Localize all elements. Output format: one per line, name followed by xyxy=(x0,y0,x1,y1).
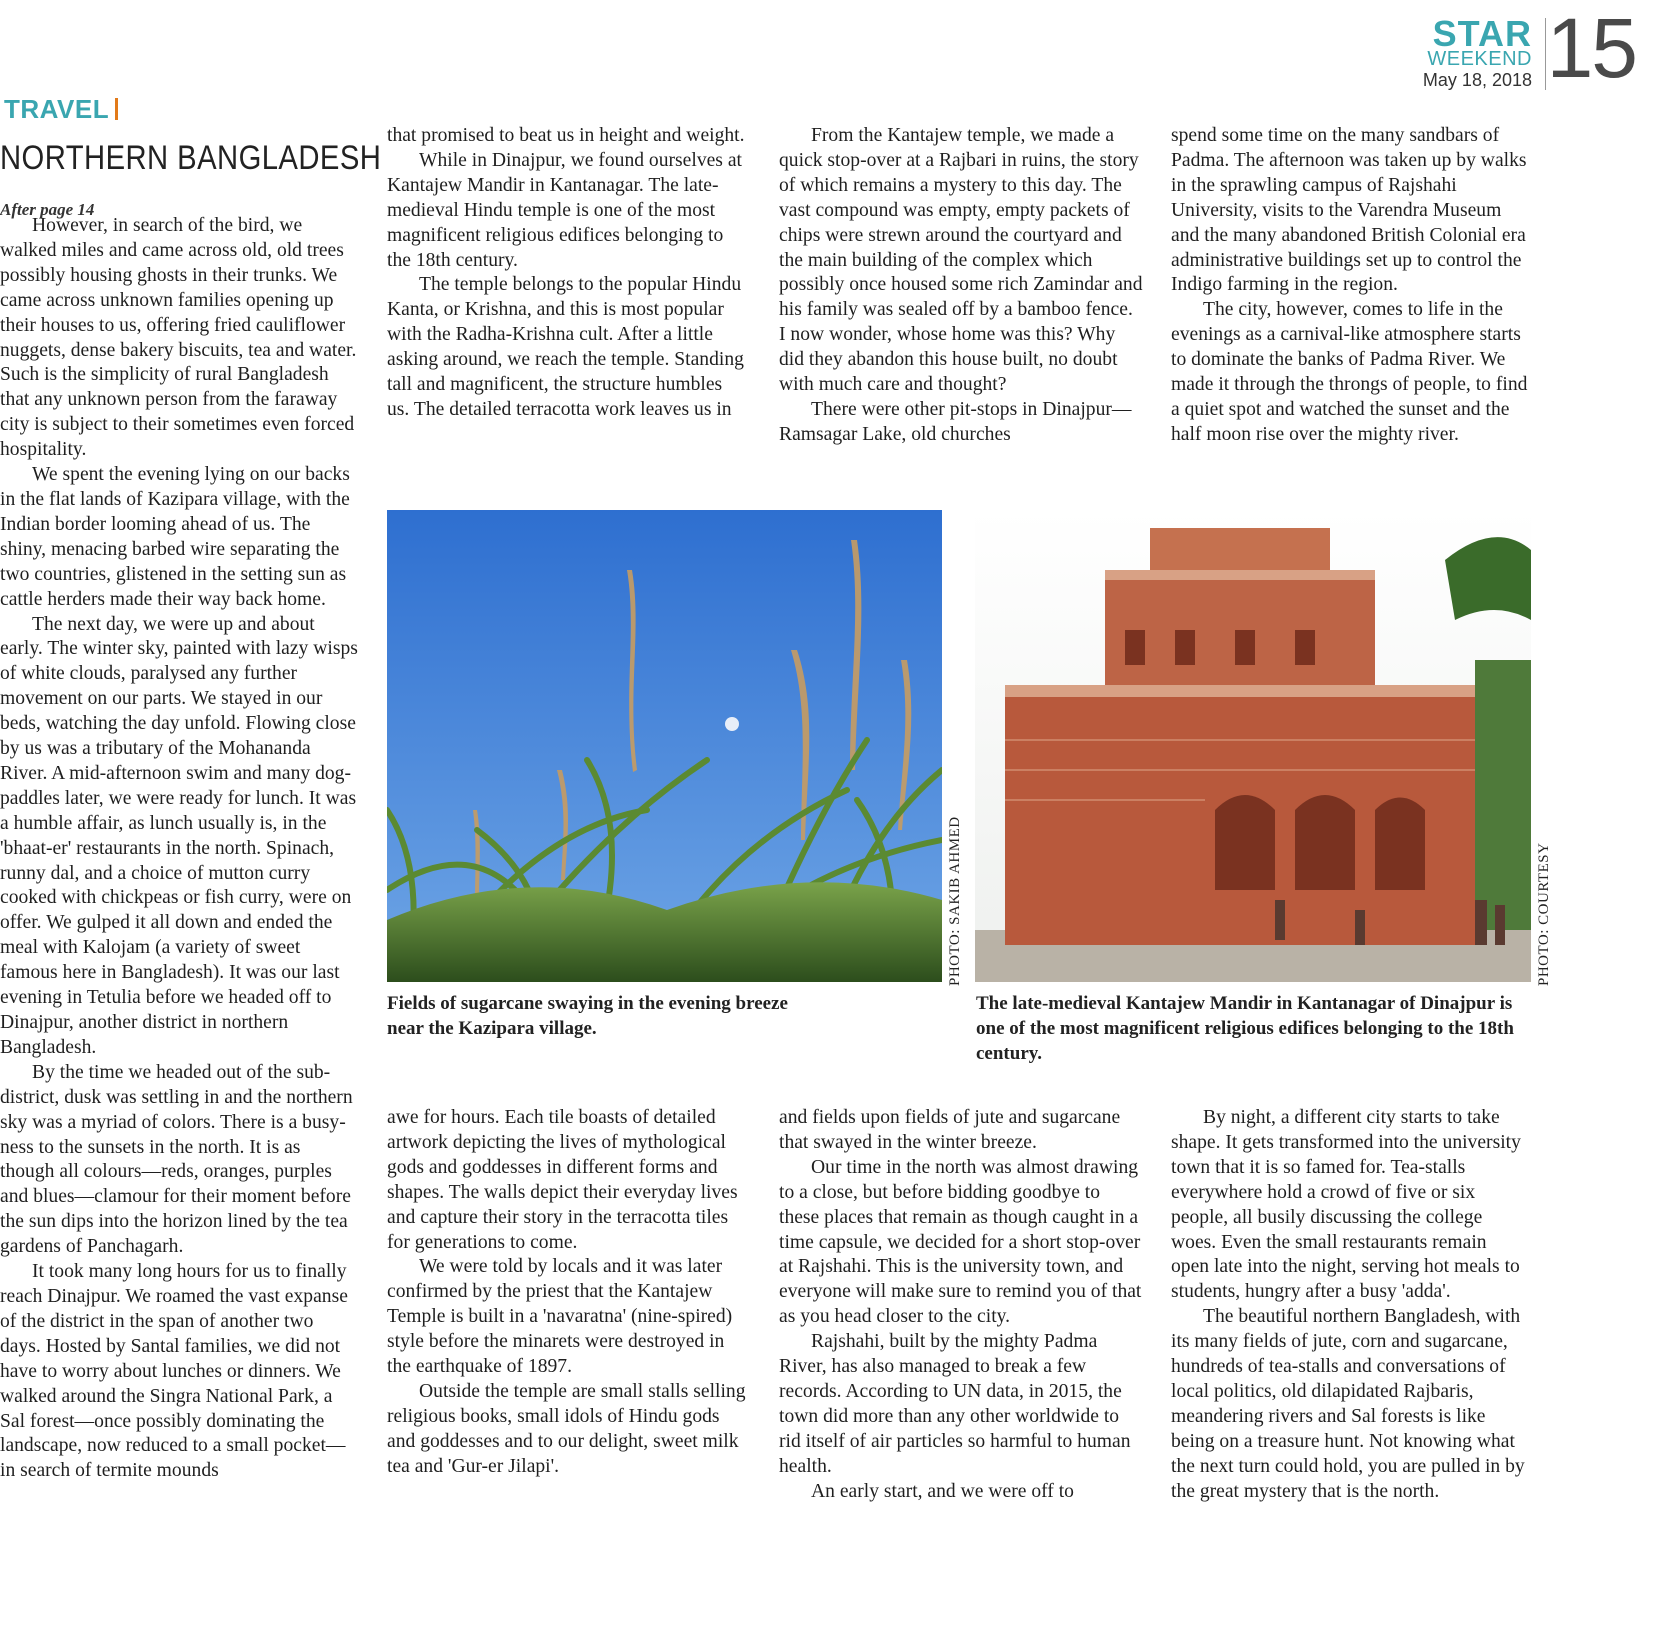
temple-illustration xyxy=(975,510,1531,982)
paragraph: Rajshahi, built by the mighty Padma River, has also managed to break a few records. According to UN data, in 2015, the town did more than any other worldwide to rid itself of air particles so harmful to human health. xyxy=(779,1331,1131,1477)
sugarcane-photo xyxy=(387,510,942,982)
paragraph: The next day, we were up and about early. The winter sky, painted with lazy wisps of white clouds, paralysed any further movement on our parts. We stayed in our beds, watching the day unfold. Flowing close by us was a tributary of the Mohananda River. A mid-afternoon swim and many dog-paddles later, we were ready for lunch. It was a humble affair, as lunch usually is, in the 'bhaat-er' restaurants in the north. Spinach, runny dal, and a choice of mutton curry cooked with chickpeas or fish curry, were on offer. We gulped it all down and ended the meal with Kalojam (a variety of sweet famous here in Bangladesh). It was our last evening in Tetulia before we headed off to Dinajpur, another district in northern Bangladesh. xyxy=(0,613,358,1058)
paragraph: We spent the evening lying on our backs in the flat lands of Kazipara village, with the Indian border looming ahead of us. The shiny, menacing barbed wire separating the two countries, glistened in the setting sun as cattle herders made their way back home. xyxy=(0,464,350,610)
paragraph: awe for hours. Each tile boasts of detailed artwork depicting the lives of mythological gods and goddesses in different forms and shapes. The walls depict their everyday lives and capture their story in the terracotta tiles for generations to come. xyxy=(387,1107,738,1253)
section-label xyxy=(4,94,118,125)
page-number: 15 xyxy=(1546,1,1636,95)
paragraph: spend some time on the many sandbars of Padma. The afternoon was taken up by walks in the sprawling campus of Rajshahi University, visits to the Varendra Museum and the many abandoned British Colonial era administrative buildings set up to control the Indigo farming in the region. xyxy=(1171,125,1527,296)
paragraph: that promised to beat us in height and weight. xyxy=(387,125,745,146)
moon xyxy=(725,717,739,731)
masthead-star: STAR xyxy=(1432,13,1532,54)
paragraph: It took many long hours for us to finally reach Dinajpur. We roamed the vast expanse of the district in the span of another two days. Hosted by Santal families, we did not have to worry about lunches or dinners. We walked around the Singra National Park, a Sal forest—once possibly dominating the landscape, now reduced to a small pocket—in search of termite mounds xyxy=(0,1261,348,1482)
column-2-bottom xyxy=(387,1106,749,1480)
column-3-bottom xyxy=(779,1106,1143,1505)
column-1 xyxy=(0,214,358,1484)
paragraph: However, in search of the bird, we walked miles and came across old, old trees possibly housing ghosts in their trunks. We came across unknown families opening up their houses to us, offering fried cauliflower nuggets, dense bakery biscuits, tea and water. Such is the simplicity of rural Bangladesh that any unknown person from the faraway city is subject to their sometimes even forced hospitality. xyxy=(0,215,357,461)
paragraph: The beautiful northern Bangladesh, with its many fields of jute, corn and sugarcane, hundreds of tea-stalls and conversations of local politics, old dilapidated Rajbaris, meandering rivers and Sal forests is like being on a treasure hunt. Not knowing what the next turn could hold, you are pulled in by the great mystery that is the north. xyxy=(1171,1306,1525,1502)
paragraph: The temple belongs to the popular Hindu Kanta, or Krishna, and this is most popular with the Radha-Krishna cult. After a little asking around, we reach the temple. Standing tall and magnificent, the structure humbles us. The detailed terracotta work leaves us in xyxy=(387,274,744,420)
paragraph: We were told by locals and it was later confirmed by the priest that the Kantajew Temple is built in a 'navaratna' (nine-spired) style before the minarets were destroyed in the earthquake of 1897. xyxy=(387,1256,733,1378)
paragraph: There were other pit-stops in Dinajpur—Ramsagar Lake, old churches xyxy=(779,398,1132,445)
sugarcane-illustration xyxy=(387,510,942,982)
column-4-bottom xyxy=(1171,1106,1529,1505)
paragraph: While in Dinajpur, we found ourselves at Kantajew Mandir in Kantanagar. The late-medieval Hindu temple is one of the most magnificent religious edifices belonging to the 18th century. xyxy=(387,149,742,271)
photo-credit-1: PHOTO: SAKIB AHMED xyxy=(947,816,963,986)
section-bar xyxy=(115,98,118,120)
column-4-top xyxy=(1171,124,1529,448)
temple-photo xyxy=(975,510,1531,982)
article-title: NORTHERN BANGLADESH xyxy=(0,139,382,177)
caption-temple: The late-medieval Kantajew Mandir in Kantanagar of Dinajpur is one of the most magnificent religious edifices belonging to the 18th century. xyxy=(976,993,1514,1064)
paragraph: Our time in the north was almost drawing to a close, but before bidding goodbye to these places that remain as though caught in a time capsule, we decided for a short stop-over at Rajshahi. This is the university town, and everyone will make sure to remind you of that as you head closer to the city. xyxy=(779,1156,1142,1328)
jump-line: After page 14 xyxy=(0,200,95,219)
masthead-weekend: WEEKEND xyxy=(1427,48,1532,70)
paragraph: and fields upon fields of jute and sugarcane that swayed in the winter breeze. xyxy=(779,1107,1121,1153)
issue-date: May 18, 2018 xyxy=(1422,70,1532,90)
paragraph: By the time we headed out of the sub-district, dusk was settling in and the northern sky was a myriad of colors. There is a busy-ness to the sunsets in the north. It is as though all colours—reds, oranges, purples and blues—clamour for their moment before the sun dips into the horizon lined by the tea gardens of Panchagarh. xyxy=(0,1061,353,1258)
paragraph: An early start, and we were off to xyxy=(811,1480,1074,1502)
paragraph: The city, however, comes to life in the evenings as a carnival-like atmosphere starts to dominate the banks of Padma River. We made it through the throngs of people, to find a quiet spot and watched the sunset and the half moon rise over the mighty river. xyxy=(1171,299,1528,445)
column-2-top xyxy=(387,124,749,423)
masthead xyxy=(1292,13,1532,92)
column-3-top xyxy=(779,124,1143,448)
paragraph: By night, a different city starts to take shape. It gets transformed into the university town that it is so famed for. Tea-stalls everywhere hold a crowd of five or six people, all busily discussing the college woes. Even the small restaurants remain open late into the night, serving hot meals to students, hungry after a busy 'adda'. xyxy=(1171,1107,1521,1303)
photo-credit-2: PHOTO: COURTESY xyxy=(1536,842,1552,986)
paragraph: Outside the temple are small stalls selling religious books, small idols of Hindu gods and goddesses and to our delight, sweet milk tea and 'Gur-er Jilapi'. xyxy=(387,1380,746,1477)
section-label-text: TRAVEL xyxy=(4,94,110,124)
caption-sugarcane: Fields of sugarcane swaying in the evening breeze near the Kazipara village. xyxy=(387,993,788,1039)
paragraph: From the Kantajew temple, we made a quick stop-over at a Rajbari in ruins, the story of which remains a mystery to this day. The vast compound was empty, empty packets of chips were strewn around the courtyard and the main building of the complex which possibly once housed some rich Zamindar and his family was sealed off by a bamboo fence. I now wonder, whose home was this? Why did they abandon this house built, no doubt with much care and thought? xyxy=(779,125,1143,396)
